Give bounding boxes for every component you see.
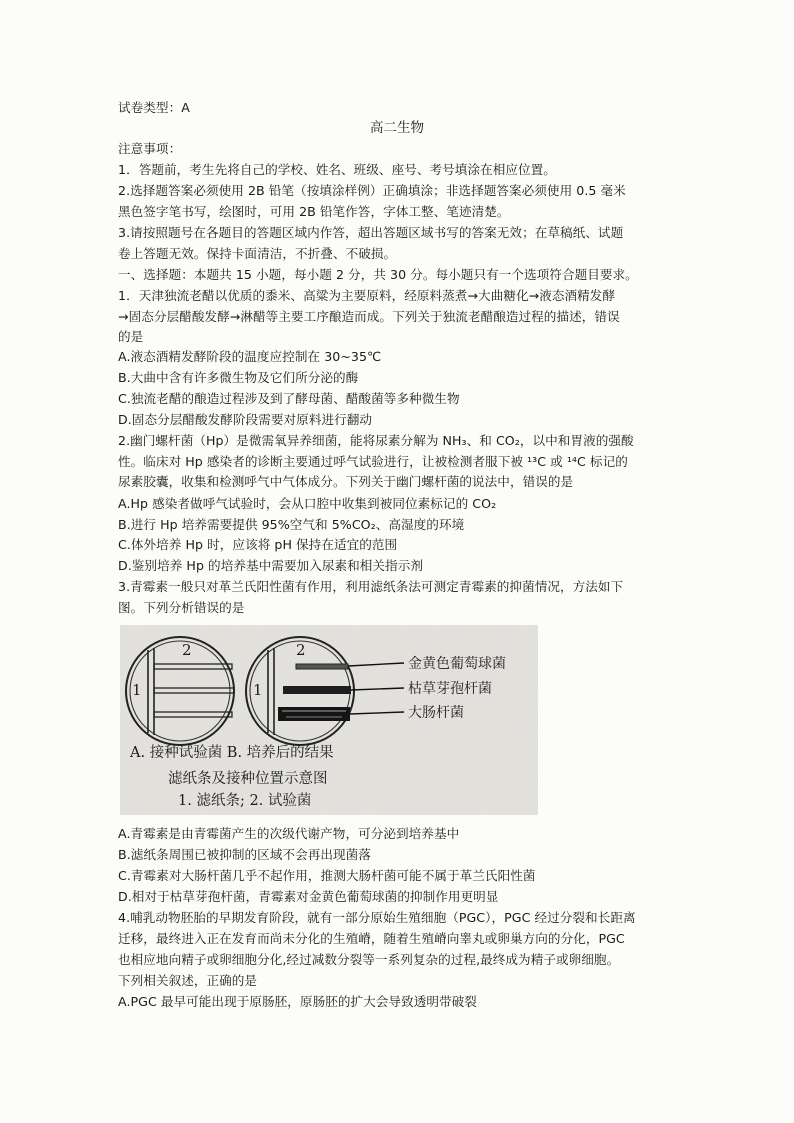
q2-option-b: B.进行 Hp 培养需要提供 95%空气和 5%CO₂、高湿度的环境 (118, 517, 465, 532)
filter-paper-figure (120, 625, 538, 815)
q2-option-d: D.鉴别培养 Hp 的培养基中需要加入尿素和相关指示剂 (118, 558, 423, 573)
q1-stem: 1．天津独流老醋以优质的黍米、高粱为主要原料，经原料蒸煮→大曲糖化→液态酒精发酵 (118, 288, 616, 303)
notice-line: 黑色签字笔书写，绘图时，可用 2B 铅笔作答，字体工整、笔迹清楚。 (118, 204, 510, 219)
notice-line: 3.请按照题号在各题目的答题区域内作答，超出答题区域书写的答案无效；在草稿纸、试题 (118, 225, 624, 240)
label-staph: 金黄色葡萄球菌 (408, 656, 506, 672)
q3-option-a: A.青霉素是由青霉菌产生的次级代谢产物，可分泌到培养基中 (118, 826, 460, 841)
q3-option-b: B.滤纸条周围已被抑制的区域不会再出现菌落 (118, 847, 371, 862)
q2-option-c: C.体外培养 Hp 时，应该将 pH 保持在适宜的范围 (118, 537, 398, 552)
notice-line: 2.选择题答案必须使用 2B 铅笔（按填涂样例）正确填涂；非选择题答案必须使用 0.5 毫米 (118, 183, 626, 198)
fig-num-2b: 2 (296, 641, 306, 659)
q2-stem: 2.幽门螺杆菌（Hp）是微需氧异养细菌，能将尿素分解为 NH₃、和 CO₂，以中和胃液的强酸 (118, 433, 634, 448)
q4-stem: 也相应地向精子或卵细胞分化,经过减数分裂等一系列复杂的过程,最终成为精子或卵细胞。 (118, 952, 620, 967)
q1-stem: 的是 (118, 329, 144, 344)
q1-option-b: B.大曲中含有许多微生物及它们所分泌的酶 (118, 370, 359, 385)
section-heading: 一、选择题：本题共 15 小题，每小题 2 分，共 30 分。每小题只有一个选项符合题目要求。 (118, 267, 638, 282)
q4-option-a: A.PGC 最早可能出现于原肠胚，原肠胚的扩大会导致透明带破裂 (118, 994, 477, 1009)
caption-ab: A. 接种试验菌 B. 培养后的结果 (130, 745, 334, 761)
page-title: 高二生物 (370, 120, 424, 136)
q3-option-d: D.相对于枯草芽孢杆菌，青霉素对金黄色葡萄球菌的抑制作用更明显 (118, 889, 499, 904)
q4-stem: 迁移，最终进入正在发育而尚未分化的生殖嵴，随着生殖嵴向睾丸或卵巢方向的分化，PGC (118, 931, 625, 946)
exam-type: 试卷类型：A (118, 100, 190, 115)
q3-stem: 3.青霉素一般只对革兰氏阳性菌有作用，利用滤纸条法可测定青霉素的抑菌情况，方法如下 (118, 579, 624, 594)
q4-stem: 4.哺乳动物胚胎的早期发育阶段，就有一部分原始生殖细胞（PGC），PGC 经过分裂和长距离 (118, 910, 636, 925)
label-bacillus: 枯草芽孢杆菌 (408, 681, 492, 697)
notice-line: 1．答题前，考生先将自己的学校、姓名、班级、座号、考号填涂在相应位置。 (118, 162, 556, 177)
q4-stem: 下列相关叙述，正确的是 (118, 973, 258, 988)
caption-legend: 1. 滤纸条; 2. 试验菌 (178, 793, 312, 809)
q2-stem: 尿素胶囊，收集和检测呼气中气体成分。下列关于幽门螺杆菌的说法中，错误的是 (118, 474, 574, 489)
label-ecoli: 大肠杆菌 (408, 705, 464, 721)
notice-heading: 注意事项： (118, 141, 182, 156)
q1-option-d: D.固态分层醋酸发酵阶段需要对原料进行翻动 (118, 412, 373, 427)
q2-stem: 性。临床对 Hp 感染者的诊断主要通过呼气试验进行，让被检测者服下被 ¹³C 或 ¹⁴C 标记的 (118, 454, 628, 469)
notice-line: 卷上答题无效。保持卡面清洁，不折叠、不破损。 (118, 246, 397, 261)
fig-num-1a: 1 (132, 681, 142, 699)
q1-stem: →固态分层醋酸发酵→淋醋等主要工序酿造而成。下列关于独流老醋酿造过程的描述，错误 (118, 309, 620, 324)
q2-option-a: A.Hp 感染者做呼气试验时，会从口腔中收集到被同位素标记的 CO₂ (118, 496, 497, 511)
fig-num-1b: 1 (253, 681, 263, 699)
fig-num-2a: 2 (182, 641, 192, 659)
q1-option-c: C.独流老醋的酿造过程涉及到了酵母菌、醋酸菌等多种微生物 (118, 391, 460, 406)
caption-title: 滤纸条及接种位置示意图 (168, 771, 328, 787)
q3-stem: 图。下列分析错误的是 (118, 600, 245, 615)
q1-option-a: A.液态酒精发酵阶段的温度应控制在 30~35℃ (118, 349, 382, 364)
q3-option-c: C.青霉素对大肠杆菌几乎不起作用，推测大肠杆菌可能不属于革兰氏阳性菌 (118, 868, 536, 883)
